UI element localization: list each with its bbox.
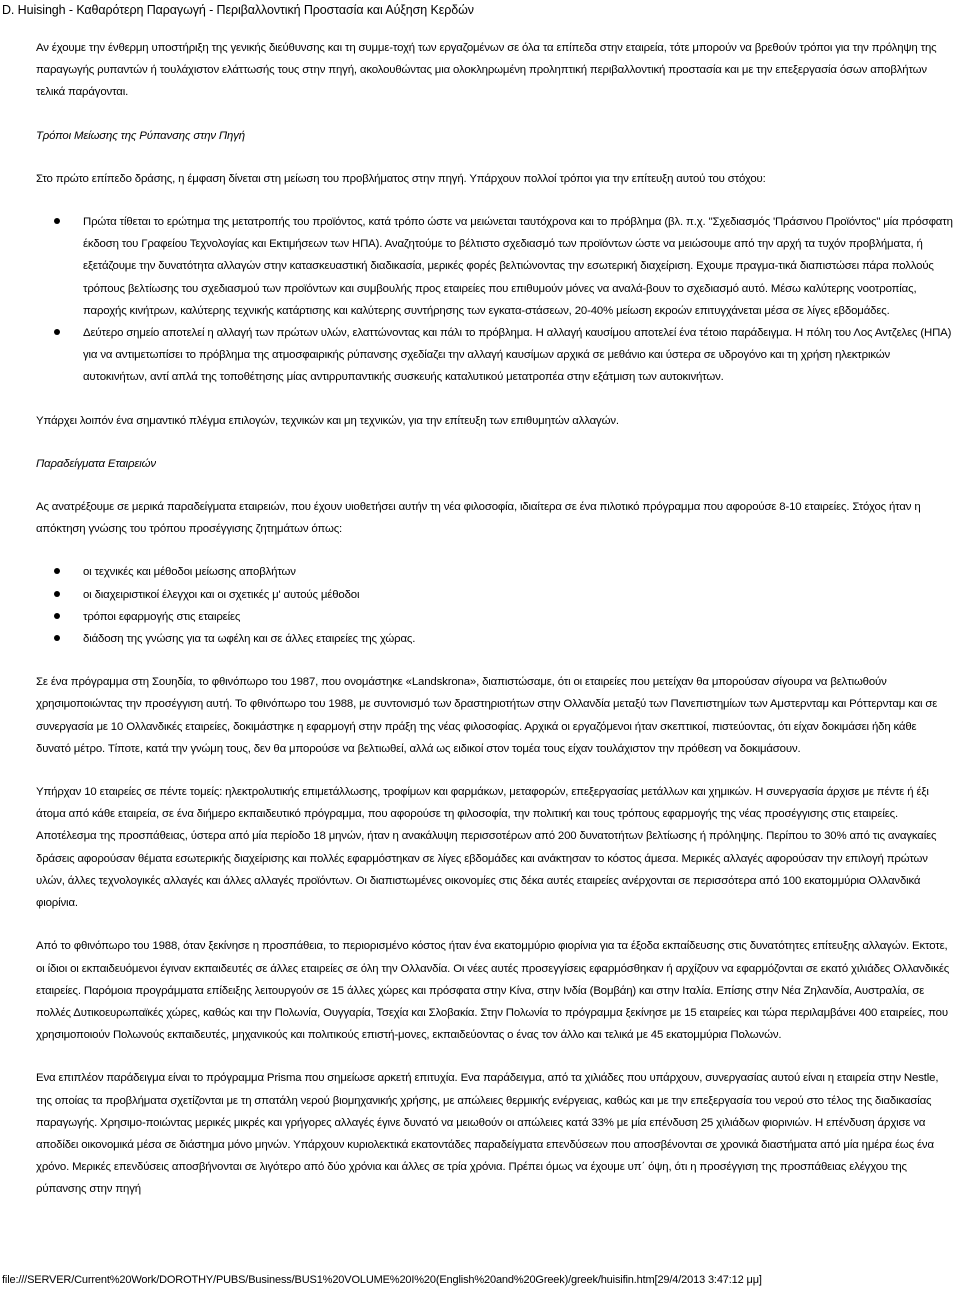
document-body (36, 37, 954, 1201)
prisma-example-paragraph: Ενα επιπλέον παράδειγμα είναι το πρόγραμμα Prisma που σημείωσε αρκετή επιτυχία. Ενα παράδειγμα, από τα χιλιάδες που υπάρχουν, συνεργασίας αυτού είναι η εταιρεία στην Nestle, της οποίας τα προβλήματα σχετίζονται με τη σπατάλη νερού βιομηχανικής χρήσης, με απώλειες θερμικής ενέργειας, καθώς και με την επεξεργασία του νερού στο τέλος της διαδικασίας παραγωγής. Χρησιμο-ποιώντας μερικές μικρές και γρήγορες αλλαγές έγινε δυνατό να μειωθούν οι απώλειες κατά 33% με μία επένδυση 25 χιλιάδων φιορινιών. Η επένδυση άρχισε να αποδίδει οικονομικά μέσα σε διάστημα μόνο μηνών. Υπάρχουν κυριολεκτικά εκατοντάδες παραδείγματα επενδύσεων που αποσβένονται σε χρονικά διαστήματα από μία ημέρα έως ένα χρόνο. Μερικές επενδύσεις αποσβήνονται σε λιγότερο από δύο χρόνια και άλλες σε τρία χρόνια. Πρέπει όμως να έχουμε υπ΄ όψη, ότι η προσέγγιση της προσπάθειας ελέγχου της ρύπανσης στην πηγή (36, 1072, 939, 1196)
list-item: οι διαχειριστικοί έλεγχοι και οι σχετικές μ' αυτούς μέθοδοι (36, 584, 954, 606)
ten-companies-paragraph: Υπήρχαν 10 εταιρείες σε πέντε τομείς: ηλεκτρολυτικής επιμετάλλωσης, τροφίμων και φαρμάκων, μεταφορών, επεξεργασίας μετάλλων και χημικών. Η συνεργασία άρχισε με πέντε ή έξι άτομα από κάθε εταιρεία, σε ένα διήμερο εκπαιδευτικό πρόγραμμα, που αφορούσε τη φιλοσοφία, την πολιτική και τους τρόπους εφαρμογής της νέας προσέγγισης στις εταιρείες. Αποτέλεσμα της προσπάθειας, ύστερα από μία περίοδο 18 μηνών, ήταν η ανακάλυψη περισσοτέρων από 200 δυνατοτήτων βελτίωσης ή πρόληψης. Περίπου το 30% από τις αναγκαίες δράσεις αφορούσαν θέματα εσωτερικής διαχείρισης και πολλές εφαρμόστηκαν σε λίγες εβδομάδες και ανάκτησαν το κόστος άμεσα. Μερικές αλλαγές αφορούσαν την επιλογή πρώτων υλών, άλλες τεχνολογικές αλλαγές και άλλες αλλαγές προϊόντων. Οι διαπιστωμένες οικονομίες στις δέκα αυτές εταιρείες ανέρχονται σε περισσότερα από 100 εκατομμύρια Ολλανδικά φιορίνια. (36, 786, 937, 910)
list-item: Δεύτερο σημείο αποτελεί η αλλαγή των πρώτων υλών, ελαττώνοντας και πάλι το πρόβλημα. Η αλλαγή καυσίμου αποτελεί ένα τέτοιο παράδειγμα. Η πόλη του Λος Αντζελες (ΗΠΑ) για να αντιμετωπίσει το πρόβλημα της ατμοσφαιρικής ρύπανσης σχεδίαζει την αλλαγή καυσίμων αρχικά σε μεθάνιο και ύστερα σε υδρογόνο και τη χρήση ηλεκτρικών αυτοκινήτων, αντί απλά της τοποθέτησης μίας αντιρρυπαντικής συσκευής καταλυτικού μετατροπέα στην εξάτμιση των αυτοκινήτων. (36, 322, 954, 389)
section-heading-company-examples: Παραδείγματα Εταιρειών (36, 457, 156, 470)
page-header-title: D. Huisingh - Καθαρότερη Παραγωγή - Περιβαλλοντική Προστασία και Αύξηση Κερδών (2, 3, 474, 17)
list-item: διάδοση της γνώσης για τα ωφέλη και σε άλλες εταιρείες της χώρας. (36, 628, 954, 650)
list-item: Πρώτα τίθεται το ερώτημα της μετατροπής του προϊόντος, κατά τρόπο ώστε να μειώνεται ταυτόχρονα και το πρόβλημα (βλ. π.χ. "Σχεδιασμός 'Πράσινου Προϊόντος" μία πρόσφατη έκδοση του Γραφείου Τεχνολογίας και Εκτιμήσεων των ΗΠΑ). Αναζητούμε το βέλτιστο σχεδιασμό των προϊόντων ώστε να μειώσουμε από την αρχή τα τυχόν προβλήματα, ή εξετάζουμε την δυνατότητα αλλαγών στην κατασκευαστική διαδικασία, μερικές φορές βελτιώνοντας την εσωτερική διαχείριση. Εχουμε πραγμα-τικά διαπιστώσει πάρα πολλούς τρόπους βελτίωσης του σχεδιασμού των προϊόντων και συμβουλής προς εταιρείες που επιθυμούν μόνες να αναλά-βουν το σχεδιασμό αυτό. Μέσω καλύτερης νοοτροπίας, παροχής κινήτρων, καλύτερης τεχνικής κατάρτισης και καλύτερης συντήρησης των εγκατα-στάσεων, 20-40% μείωση εκροών επιτυγχάνεται μέσα σε λίγες εβδομάδες. (36, 211, 954, 322)
topics-list (36, 561, 954, 650)
section2-lead-paragraph: Ας ανατρέξουμε σε μερικά παραδείγματα εταιρειών, που έχουν υιοθετήσει αυτήν τη νέα φιλοσοφία, ιδιαίτερα σε ένα πιλοτικό πρόγραμμα που αφορούσε 8-10 εταιρείες. Στόχος ήταν η απόκτηση γνώσης του τρόπου προσέγγισης ζητημάτων όπως: (36, 501, 921, 536)
program-expansion-paragraph: Από το φθινόπωρο του 1988, όταν ξεκίνησε η προσπάθεια, το περιορισμένο κόστος ήταν ένα εκατομμύριο φιορίνια για τα έξοδα εκπαίδευσης στις δυνατότητες επίτευξης αλλαγών. Εκτοτε, οι ίδιοι οι εκπαιδευόμενοι έγιναν εκπαιδευτές σε άλλες εταιρείες σε όλη την Ολλανδία. Οι νέες αυτές προσεγγίσεις εφαρμόσθηκαν ή αρχίζουν να εφαρμόζονται σε εκατό χιλιάδες Ολλανδικές εταιρείες. Παρόμοια προγράμματα επίδειξης λειτουργούν σε 15 άλλες χώρες και πρόσφατα στην Κίνα, στην Ινδία (Βομβάη) και στην Ιταλία. Επίσης στην Νέα Ζηλανδία, Αυστραλία, σε πολλές Δυτικοευρωπαϊκές χώρες, καθώς και την Πολωνία, Ουγγαρία, Τσεχία και Σλοβακία. Στην Πολωνία το πρόγραμμα ξεκίνησε με 15 εταιρείες και τώρα περιλαμβάνει 400 εταιρείες, που χρησιμοποιούν Πολωνούς εκπαιδευτές, μηχανικούς και πολιτικούς επιστή-μονες, εκπαιδεύοντας ο ένας τον άλλο και τελικά με 45 εκατομμύρια Πολωνών. (36, 940, 950, 1042)
intro-paragraph: Αν έχουμε την ένθερμη υποστήριξη της γενικής διεύθυνσης και τη συμμε-τοχή των εργαζομένων σε όλα τα επίπεδα στην εταιρεία, τότε μπορούν να βρεθούν τρόποι για την πρόληψη της παραγωγής ρυπαντών ή τουλάχιστον ελάττωσής τους στην πηγή, ακολουθώντας μια ολοκληρωμένη προληπτική περιβαλλοντική προστασία και με την επεξεργασία όσων αποβλήτων τελικά παράγονται. (36, 42, 937, 99)
list-item: τρόποι εφαρμογής στις εταιρείες (36, 606, 954, 628)
section-heading-pollution-reduction: Τρόποι Μείωσης της Ρύπανσης στην Πηγή (36, 129, 245, 142)
list-item: οι τεχνικές και μέθοδοι μείωσης αποβλήτων (36, 561, 954, 583)
section1-closing-paragraph: Υπάρχει λοιπόν ένα σημαντικό πλέγμα επιλογών, τεχνικών και μη τεχνικών, για την επίτευξη των επιθυμητών αλλαγών. (36, 414, 619, 427)
section1-lead-paragraph: Στο πρώτο επίπεδο δράσης, η έμφαση δίνεται στη μείωση του προβλήματος στην πηγή. Υπάρχουν πολλοί τρόποι για την επίτευξη αυτού του στόχου: (36, 172, 766, 185)
sweden-netherlands-paragraph: Σε ένα πρόγραμμα στη Σουηδία, το φθινόπωρο του 1987, που ονομάστηκε «Landskrona», διαπιστώσαμε, ότι οι εταιρείες που μετείχαν θα μπορούσαν σίγουρα να βελτιωθούν χρησιμοποιώντας την προσέγγιση αυτή. Το φθινόπωρο του 1988, με συντονισμό των δραστηριοτήτων στην Ολλανδία μεταξύ των Πανεπιστημίων των Αμστερνταμ και Ρόττερνταμ και σε συνεργασία με 10 Ολλανδικές εταιρείες, δοκιμάστηκε η εφαρμογή στην πράξη της νέας φιλοσοφίας. Αρχικά οι εργαζόμενοι ήταν σκεπτικοί, πιστεύοντας, ότι είχαν δοκιμάσει ήδη κάθε δυνατό μέτρο. Τίποτε, κατά την γνώμη τους, δεν θα μπορούσε να βελτιωθεί, αλλά ως ειδικοί στον τομέα τους είχαν τουλάχιστον την πρόθεση να δοκιμάσουν. (36, 676, 938, 755)
file-path-footer: file:///SERVER/Current%20Work/DOROTHY/PUBS/Business/BUS1%20VOLUME%20I%20(English%20and%20Greek)/greek/huisifin.htm[29/4/2013 3:47:12 μμ] (2, 1274, 762, 1286)
source-reduction-list (36, 211, 954, 389)
